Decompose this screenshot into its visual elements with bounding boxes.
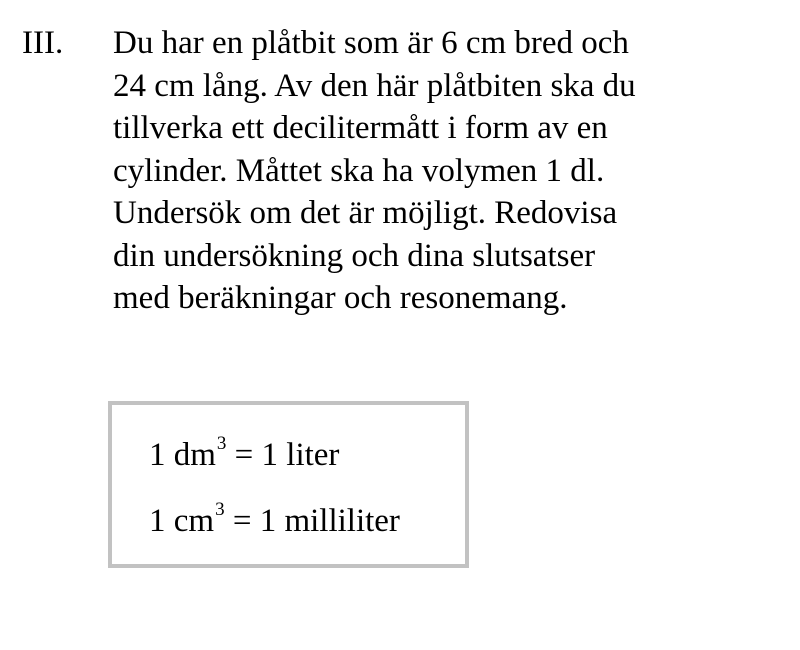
conversion-equivalent: = 1 liter: [226, 437, 340, 473]
conversion-quantity: 1 dm: [149, 437, 216, 473]
problem-line: tillverka ett decilitermått i form av en: [113, 110, 608, 146]
problem-line: med beräkningar och resonemang.: [113, 280, 568, 316]
unit-conversion-box: [108, 401, 469, 568]
problem-text: [113, 22, 753, 320]
problem-number: III.: [22, 25, 64, 61]
conversion-dm3-liter: [149, 435, 339, 480]
exponent: 3: [215, 499, 225, 520]
problem-line: 24 cm lång. Av den här plåtbiten ska du: [113, 67, 636, 104]
problem-line: din undersökning och dina slutsatser: [113, 237, 596, 274]
conversion-cm3-milliliter: [149, 501, 400, 546]
problem-line: cylinder. Måttet ska ha volymen 1 dl.: [113, 152, 605, 189]
conversion-quantity: 1 cm: [149, 503, 215, 539]
conversion-equivalent: = 1 milliliter: [224, 503, 400, 539]
problem-line: Du har en plåtbit som är 6 cm bred och: [113, 25, 629, 61]
exponent: 3: [216, 433, 227, 454]
problem-line: Undersök om det är möjligt. Redovisa: [113, 195, 618, 231]
